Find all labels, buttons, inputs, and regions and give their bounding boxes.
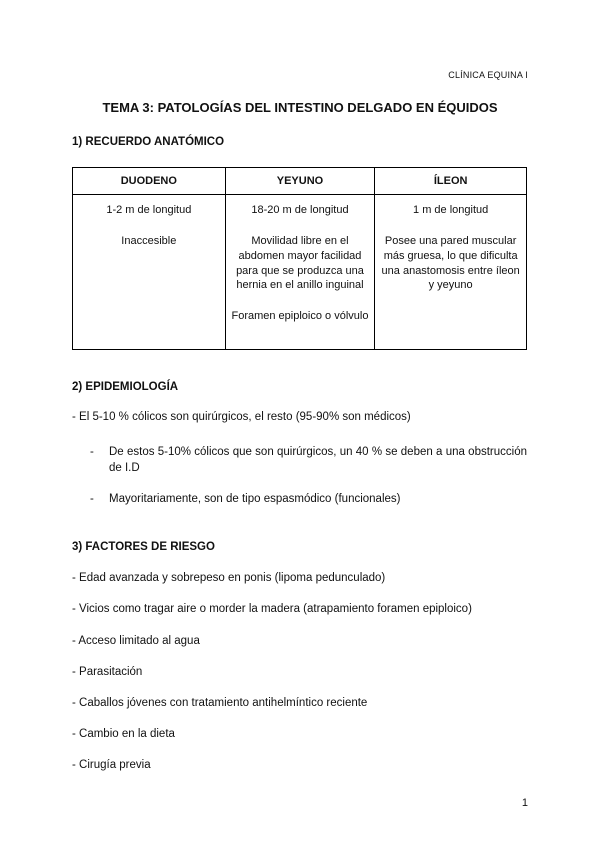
- document-title: TEMA 3: PATOLOGÍAS DEL INTESTINO DELGADO EN ÉQUIDOS: [102, 100, 498, 115]
- subitem-text: De estos 5-10% cólicos que son quirúrgicos, un 40 % se deben a una obstrucción de I.D: [109, 446, 527, 474]
- epidemiology-main-item: - El 5-10 % cólicos son quirúrgicos, el resto (95-90% son médicos): [72, 411, 411, 423]
- epidemiology-subitem: [90, 491, 527, 507]
- cell-text: 1-2 m de longitud: [106, 204, 192, 216]
- table-row: [73, 195, 527, 350]
- cell-text: Inaccesible: [121, 234, 177, 247]
- subitem-text: Mayoritariamente, son de tipo espasmódico (funcionales): [109, 493, 401, 505]
- cell-text: Posee una pared muscular más gruesa, lo que dificulta una anastomosis entre íleon y yeyuno: [381, 234, 520, 292]
- running-header: CLÍNICA EQUINA I: [448, 70, 528, 80]
- list-item: - Vicios como tragar aire o morder la madera (atrapamiento foramen epiploico): [72, 603, 472, 615]
- list-item: - Edad avanzada y sobrepeso en ponis (lipoma pedunculado): [72, 572, 386, 584]
- table-header-row: [73, 168, 527, 195]
- list-item: - Caballos jóvenes con tratamiento antihelmíntico reciente: [72, 697, 368, 709]
- column-header-yeyuno: YEYUNO: [225, 168, 375, 195]
- section-heading-risk-factors: 3) FACTORES DE RIESGO: [72, 541, 215, 553]
- cell-text: Movilidad libre en el abdomen mayor facilidad para que se produzca una hernia en el anillo inguinal: [236, 234, 364, 292]
- cell-text: 1 m de longitud: [413, 204, 489, 216]
- anatomy-table: [72, 167, 527, 350]
- list-dash: -: [90, 493, 94, 505]
- cell-yeyuno: [225, 195, 375, 350]
- cell-text: Foramen epiploico o vólvulo: [231, 310, 369, 323]
- list-item: - Cirugía previa: [72, 759, 151, 771]
- section-heading-epidemiology: 2) EPIDEMIOLOGÍA: [72, 381, 179, 393]
- column-header-duodeno: DUODENO: [73, 168, 226, 195]
- cell-text: 18-20 m de longitud: [251, 204, 349, 216]
- list-item: - Acceso limitado al agua: [72, 635, 200, 647]
- cell-ileon: [375, 195, 527, 350]
- epidemiology-subitem: [90, 444, 527, 476]
- list-item: - Cambio en la dieta: [72, 728, 175, 740]
- page-number: 1: [521, 797, 528, 809]
- column-header-ileon: ÍLEON: [375, 168, 527, 195]
- section-heading-anatomy: 1) RECUERDO ANATÓMICO: [72, 136, 225, 148]
- list-dash: -: [90, 446, 94, 458]
- list-item: - Parasitación: [72, 666, 143, 678]
- cell-duodeno: [73, 195, 226, 350]
